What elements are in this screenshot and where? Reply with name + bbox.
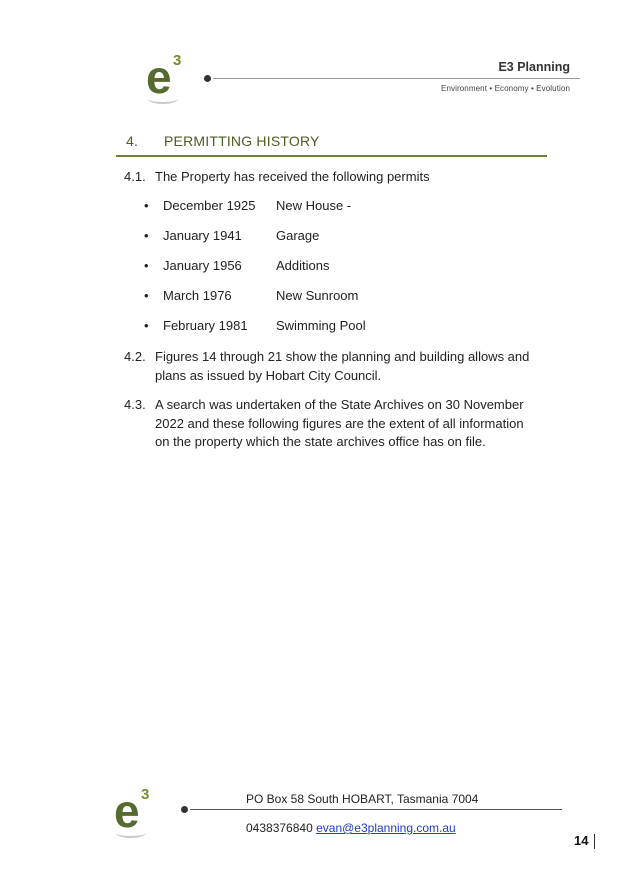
footer-phone: 0438376840 — [246, 821, 313, 835]
permit-date: February 1981 — [163, 318, 248, 333]
footer-dot — [181, 806, 188, 813]
section-heading — [126, 133, 320, 149]
paragraph-number: 4.2. — [124, 349, 146, 364]
permit-work: New House - — [276, 198, 352, 213]
header-rule — [213, 78, 580, 79]
permit-date: January 1956 — [163, 258, 242, 273]
bullet-icon: • — [144, 198, 149, 213]
paragraph — [124, 396, 544, 472]
page-number: 14 — [574, 833, 589, 848]
heading-underline — [116, 155, 547, 157]
permit-date: January 1941 — [163, 228, 242, 243]
brand-name: E3 Planning — [498, 60, 570, 74]
logo-superscript: 3 — [173, 52, 182, 69]
footer-rule — [190, 809, 562, 810]
paragraph-text: A search was undertaken of the State Archives on 30 November 2022 and these following figures are the extent of all information on the property which the state archives office has on file. — [155, 397, 524, 449]
logo-letter: e — [146, 51, 172, 103]
footer-contact — [246, 821, 456, 835]
permit-work: Garage — [276, 228, 320, 243]
logo-letter: e — [114, 785, 140, 837]
footer-address: PO Box 58 South HOBART, Tasmania 7004 — [246, 792, 479, 806]
paragraph-text: The Property has received the following permits — [155, 169, 430, 184]
logo-swoosh — [116, 828, 146, 838]
header-logo — [146, 51, 196, 106]
bullet-icon: • — [144, 258, 149, 273]
brand-tagline: Environment • Economy • Evolution — [441, 84, 570, 93]
permit-date: December 1925 — [163, 198, 256, 213]
permit-work: Swimming Pool — [276, 318, 366, 333]
bullet-icon: • — [144, 228, 149, 243]
logo-swoosh — [148, 94, 178, 104]
bullet-icon: • — [144, 318, 149, 333]
paragraph-number: 4.1. — [124, 169, 146, 184]
logo-superscript: 3 — [141, 786, 150, 803]
permit-date: March 1976 — [163, 288, 232, 303]
paragraph-text: Figures 14 through 21 show the planning and building allows and plans as issued by Hobart City Council. — [155, 349, 530, 383]
permit-work: Additions — [276, 258, 330, 273]
paragraph — [124, 348, 544, 388]
paragraph — [124, 168, 544, 188]
section-title: PERMITTING HISTORY — [164, 133, 320, 149]
paragraph-number: 4.3. — [124, 397, 146, 412]
bullet-icon: • — [144, 288, 149, 303]
section-number: 4. — [126, 133, 139, 149]
permit-work: New Sunroom — [276, 288, 359, 303]
footer-logo — [114, 785, 164, 840]
header-dot — [204, 75, 211, 82]
footer-email-link[interactable]: evan@e3planning.com.au — [316, 821, 456, 835]
page-number-divider — [594, 834, 595, 849]
